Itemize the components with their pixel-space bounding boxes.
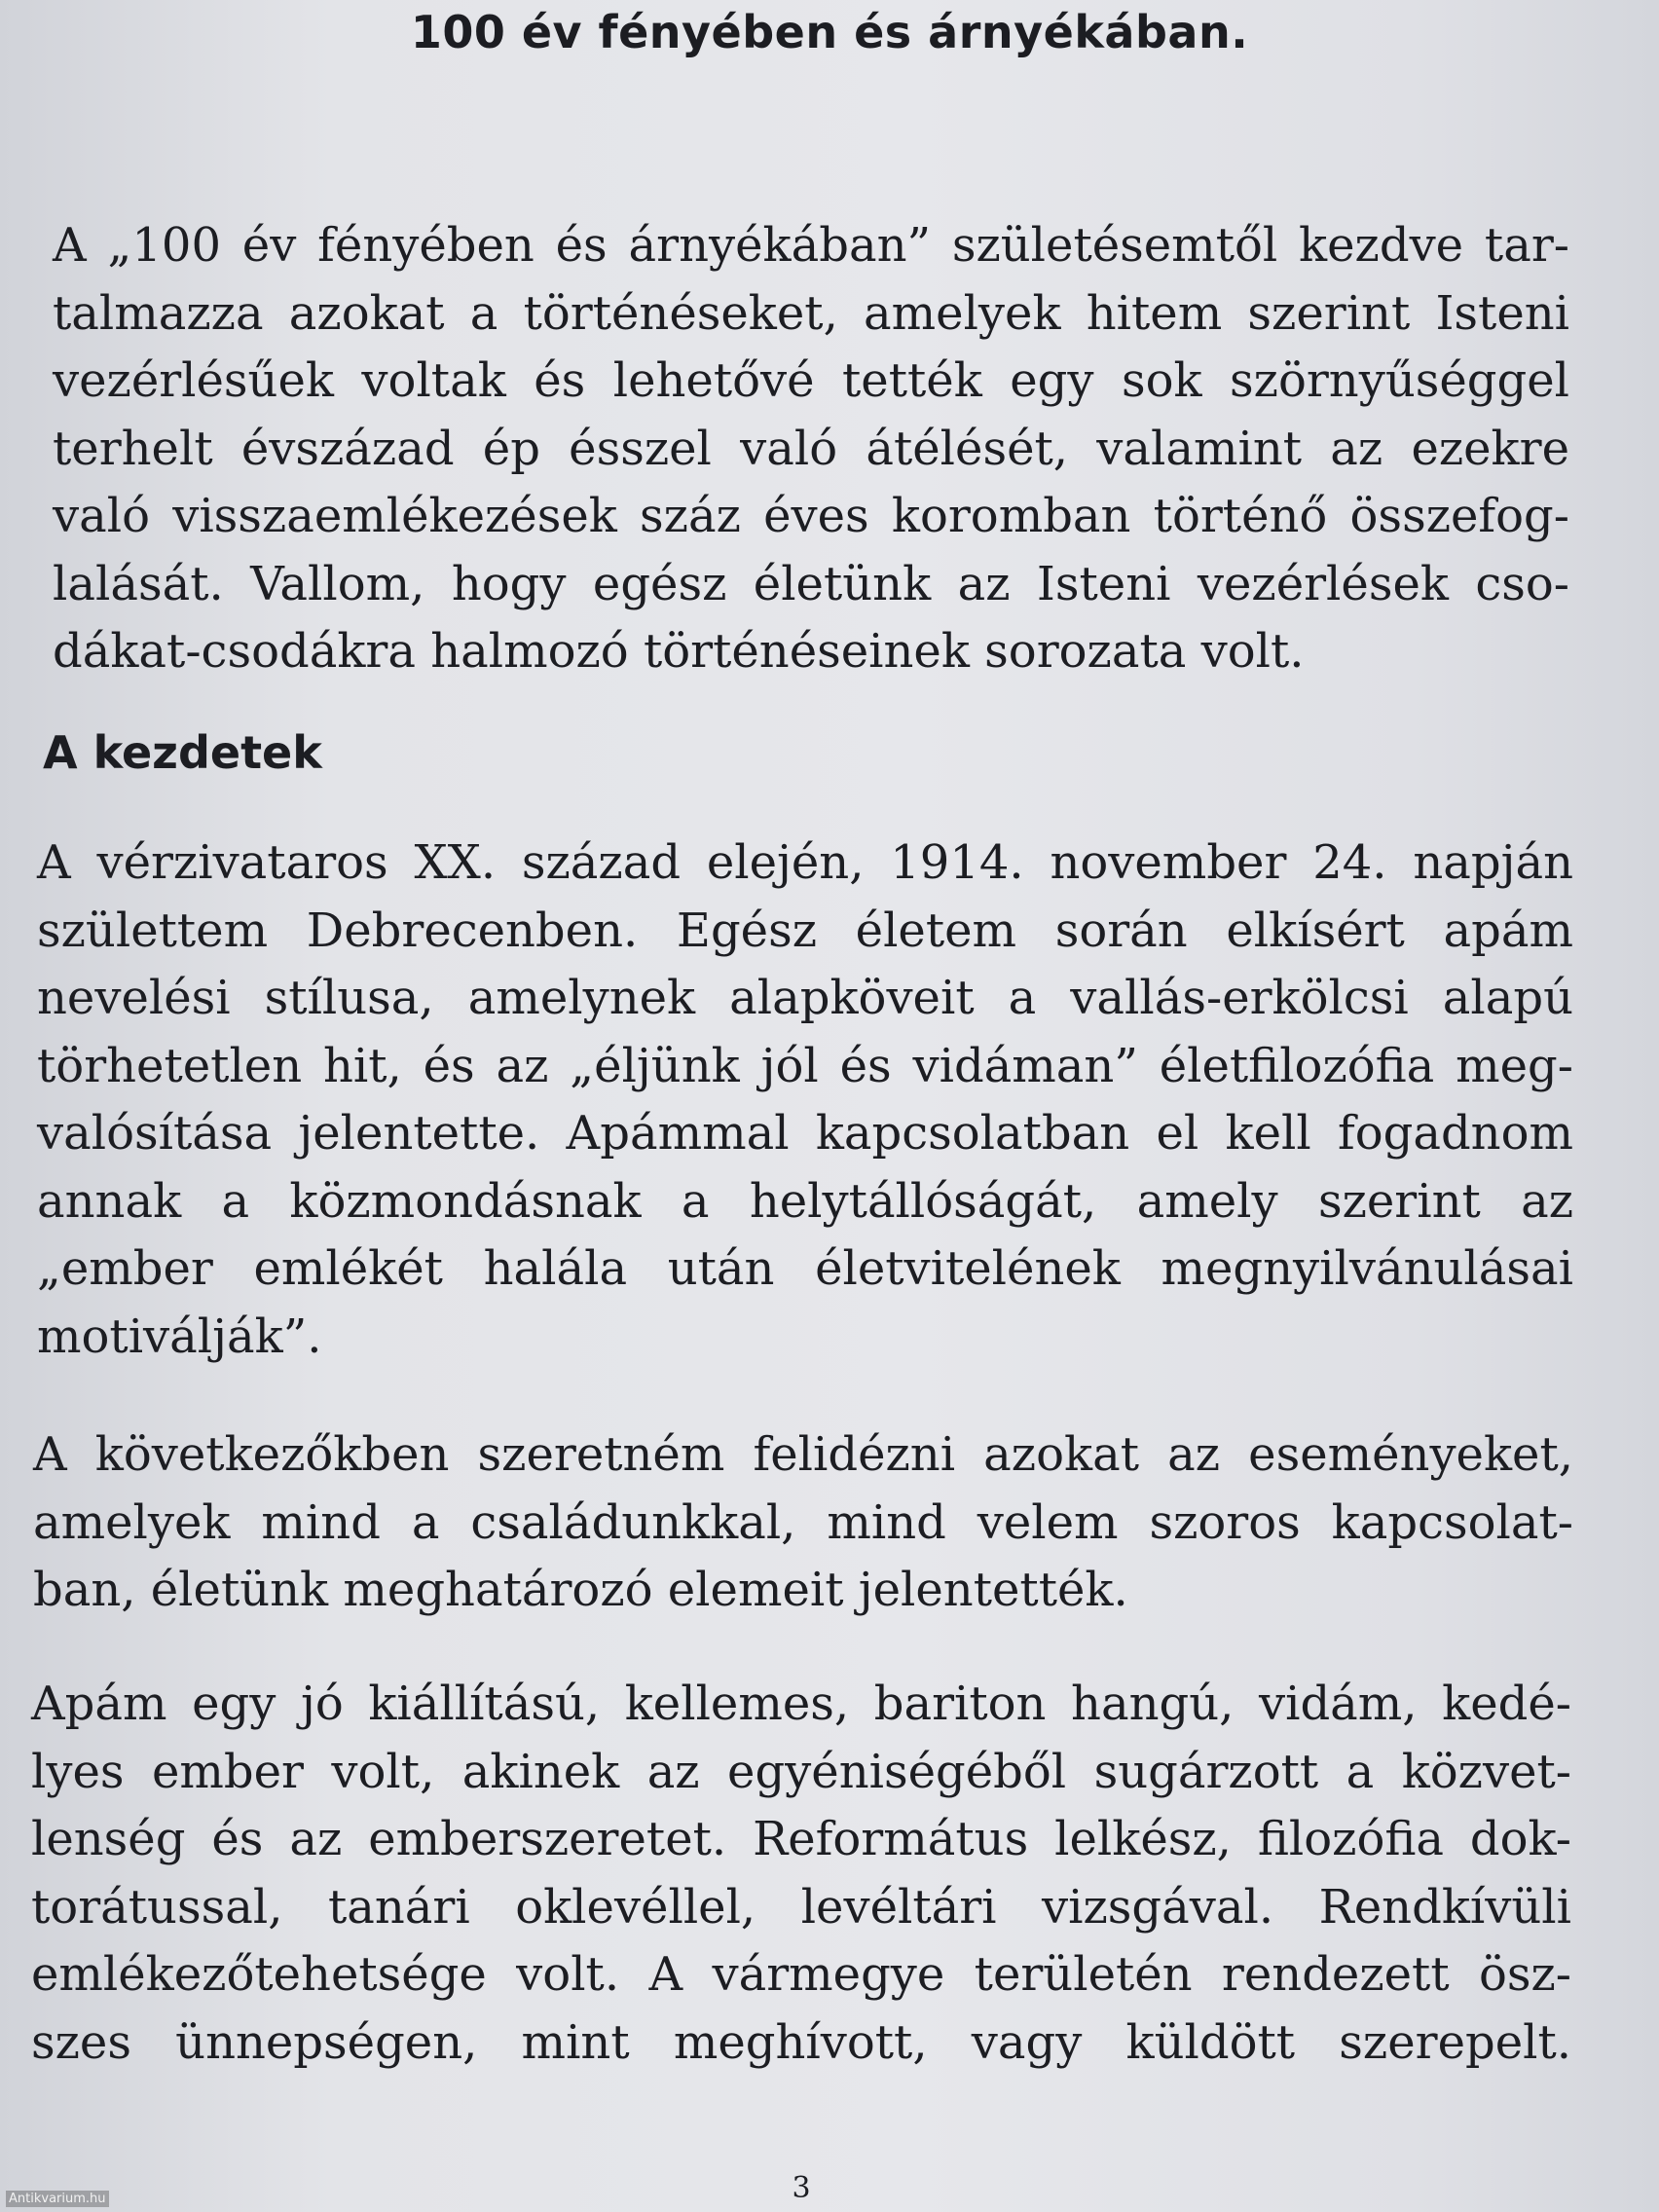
text-line: „ember emlékét halála után életvitelének megnyilvánulásai xyxy=(37,1241,1573,1296)
body-paragraph xyxy=(37,830,1573,1371)
text-line: ban, életünk meghatározó elemeit jelentették. xyxy=(33,1563,1128,1617)
text-line: talmazza azokat a történéseket, amelyek hitem szerint Isteni xyxy=(53,285,1569,341)
text-line: való visszaemlékezések száz éves koromban történő összefog- xyxy=(53,489,1569,543)
watermark: Antikvarium.hu xyxy=(6,2191,109,2207)
text-line: torátussal, tanári oklevéllel, levéltári vizsgával. Rendkívüli xyxy=(31,1879,1571,1935)
page-title: 100 év fényében és árnyékában. xyxy=(410,6,1249,58)
intro-paragraph xyxy=(53,212,1569,686)
text-line: A „100 év fényében és árnyékában” születésemtől kezdve tar- xyxy=(53,218,1569,273)
text-line: lenség és az emberszeretet. Református lelkész, filozófia dok- xyxy=(31,1812,1571,1866)
text-line: amelyek mind a családunkkal, mind velem szoros kapcsolat- xyxy=(33,1494,1573,1550)
text-line: nevelési stílusa, amelynek alapköveit a vallás-erkölcsi alapú xyxy=(37,971,1573,1025)
text-line: születtem Debrecenben. Egész életem során elkísért apám xyxy=(37,903,1573,958)
text-line: terhelt évszázad ép ésszel való átélését, valamint az ezekre xyxy=(53,421,1569,476)
page-number: 3 xyxy=(792,2171,811,2205)
text-line: lalását. Vallom, hogy egész életünk az Isteni vezérlések cso- xyxy=(53,556,1569,611)
text-line: Apám egy jó kiállítású, kellemes, bariton hangú, vidám, kedé- xyxy=(31,1677,1571,1731)
text-line: emlékezőtehetsége volt. A vármegye területén rendezett ösz- xyxy=(31,1947,1571,2002)
text-line: lyes ember volt, akinek az egyéniségéből sugárzott a közvet- xyxy=(31,1744,1571,1799)
text-line: szes ünnepségen, mint meghívott, vagy küldött szerepelt. xyxy=(31,2014,1571,2070)
text-line: dákat-csodákra halmozó történéseinek sorozata volt. xyxy=(53,624,1305,679)
text-line: A vérzivataros XX. század elején, 1914. november 24. napján xyxy=(37,835,1573,890)
text-line: törhetetlen hit, és az „éljünk jól és vidáman” életfilozófia meg- xyxy=(37,1038,1573,1093)
text-line: A következőkben szeretném felidézni azokat az eseményeket, xyxy=(33,1427,1573,1482)
text-line: annak a közmondásnak a helytállóságát, amely szerint az xyxy=(37,1173,1573,1229)
text-line: motiválják”. xyxy=(37,1309,322,1364)
text-line: vezérlésűek voltak és lehetővé tették egy sok szörnyűséggel xyxy=(53,353,1569,408)
text-line: valósítása jelentette. Apámmal kapcsolatban el kell fogadnom xyxy=(37,1106,1573,1161)
section-heading: A kezdetek xyxy=(43,726,322,779)
body-paragraph xyxy=(33,1421,1573,1625)
body-paragraph xyxy=(31,1671,1571,2077)
